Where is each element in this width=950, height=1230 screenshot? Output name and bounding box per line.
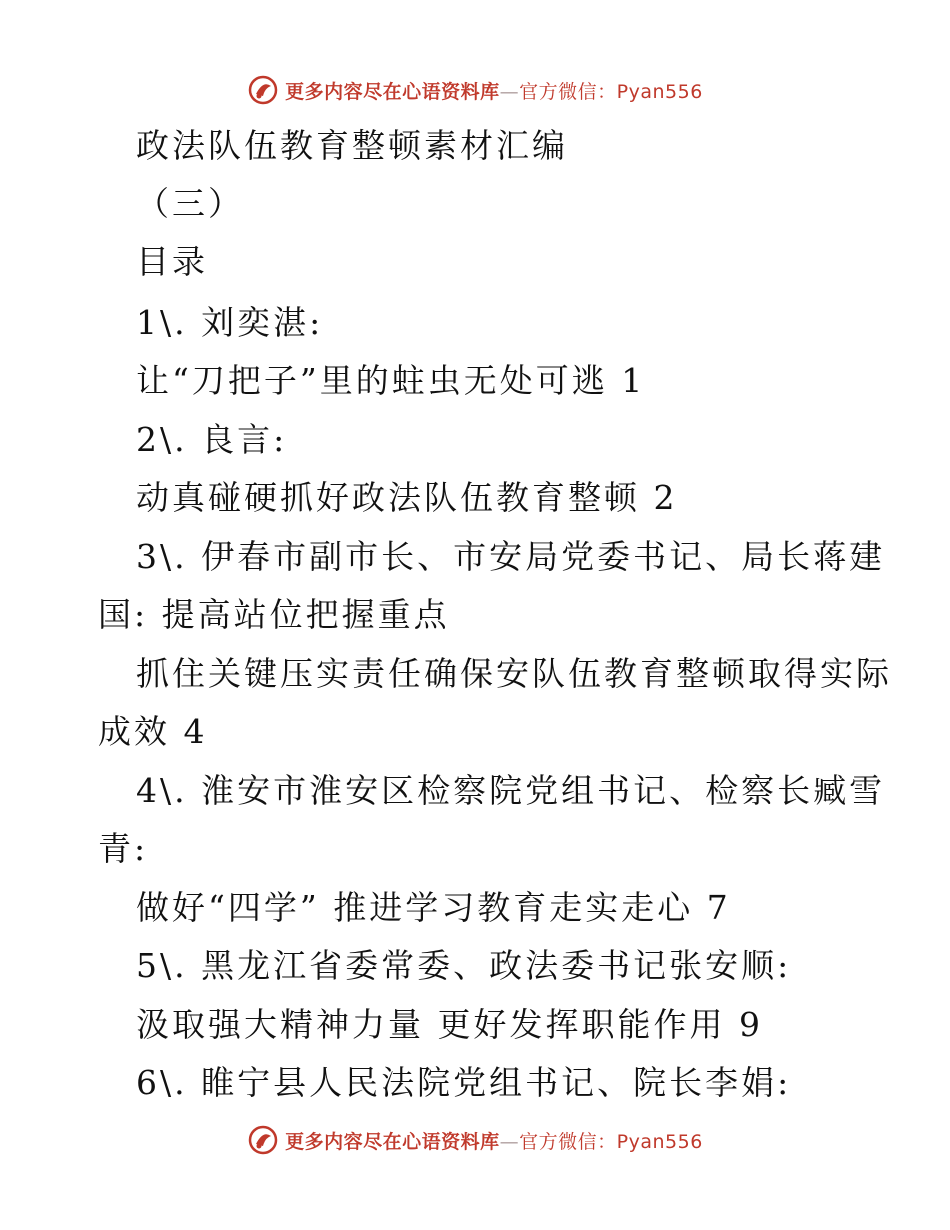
- watermark-brand: 更多内容尽在心语资料库: [285, 1130, 500, 1153]
- toc-entry: 动真碰硬抓好政法队伍教育整顿 2: [136, 478, 678, 517]
- brand-logo-icon: [247, 1124, 279, 1156]
- toc-heading: 目录: [136, 242, 208, 281]
- toc-entry: 做好“四学” 推进学习教育走实走心 7: [136, 888, 731, 927]
- toc-entry: 1\. 刘奕湛:: [136, 303, 324, 342]
- toc-entry: 青:: [98, 829, 149, 868]
- brand-logo-icon: [247, 74, 279, 106]
- header-watermark: [0, 70, 950, 110]
- watermark-wechat: 官方微信：Pyan556: [519, 80, 703, 103]
- toc-entry: 成效 4: [98, 712, 208, 751]
- watermark-wechat: 官方微信：Pyan556: [519, 1130, 703, 1153]
- toc-entry: 4\. 淮安市淮安区检察院党组书记、检察长臧雪: [136, 771, 886, 810]
- toc-entry: 3\. 伊春市副市长、市安局党委书记、局长蒋建: [136, 537, 886, 576]
- document-subtitle: （三）: [136, 184, 244, 223]
- footer-watermark: [0, 1120, 950, 1160]
- toc-entry: 2\. 良言:: [136, 420, 288, 459]
- toc-entry: 让“刀把子”里的蛀虫无处可逃 1: [136, 361, 646, 400]
- toc-entry: 汲取强大精神力量 更好发挥职能作用 9: [136, 1005, 763, 1044]
- toc-entry: 抓住关键压实责任确保安队伍教育整顿取得实际: [136, 654, 892, 693]
- watermark-dash: —: [499, 80, 520, 103]
- watermark-dash: —: [499, 1130, 520, 1153]
- toc-entry: 5\. 黑龙江省委常委、政法委书记张安顺:: [136, 946, 792, 985]
- toc-entry: 6\. 睢宁县人民法院党组书记、院长李娟:: [136, 1063, 792, 1102]
- toc-entry: 国: 提高站位把握重点: [98, 595, 450, 634]
- watermark-brand: 更多内容尽在心语资料库: [285, 80, 500, 103]
- document-title: 政法队伍教育整顿素材汇编: [136, 126, 568, 165]
